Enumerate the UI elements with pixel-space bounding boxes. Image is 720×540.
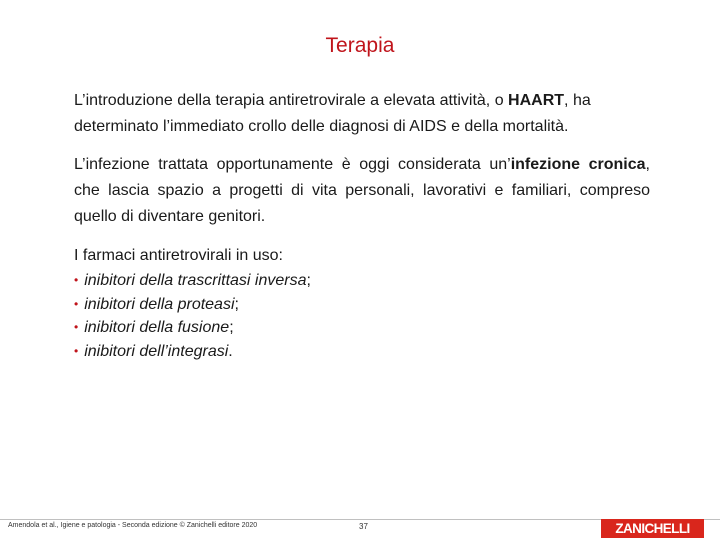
list-punct: . — [228, 342, 233, 360]
bullet-icon: • — [74, 296, 79, 311]
drug-list — [74, 269, 650, 363]
paragraph-chronic-infection — [74, 152, 650, 230]
drug-class: inibitori della proteasi — [84, 295, 235, 313]
bold-term-chronic-infection: infezione cronica — [510, 156, 646, 173]
drug-class: inibitori della trascrittasi inversa — [84, 272, 307, 289]
footer-citation: Amendola et al., Igiene e patologia - Seconda edizione © Zanichelli editore 2020 — [8, 522, 258, 529]
list-punct: ; — [229, 319, 234, 336]
drug-class: inibitori della fusione — [84, 319, 230, 336]
paragraph-text: , ha determinato l’immediato crollo delle diagnosi di AIDS e della mortalità. — [74, 92, 591, 135]
bullet-icon: • — [74, 273, 79, 287]
publisher-logo: ZANICHELLI — [601, 519, 704, 538]
paragraph-haart — [74, 88, 650, 140]
drug-class: inibitori dell’integrasi — [84, 342, 229, 360]
paragraph-text: L’infezione trattata opportunamente è oggi considerata un’ — [74, 156, 511, 173]
page-number: 37 — [359, 522, 368, 531]
list-item — [74, 293, 650, 317]
paragraph-text: L’introduzione della terapia antiretrovirale a elevata attività, o — [74, 92, 509, 109]
list-item — [74, 340, 650, 364]
list-punct: ; — [306, 272, 311, 289]
list-item — [74, 269, 650, 293]
bullet-icon: • — [74, 320, 79, 334]
drug-list-section — [74, 243, 650, 363]
bullet-icon: • — [74, 343, 79, 358]
paragraph-text: , che lascia spazio a progetti di vita personali, lavorativi e familiari, compreso quello di diventare genitori. — [74, 156, 650, 225]
slide-title: Terapia — [325, 34, 395, 57]
bold-term-haart: HAART — [508, 92, 565, 109]
drug-list-intro: I farmaci antiretrovirali in uso: — [74, 247, 283, 264]
list-item — [74, 316, 650, 340]
list-punct: ; — [234, 295, 239, 313]
